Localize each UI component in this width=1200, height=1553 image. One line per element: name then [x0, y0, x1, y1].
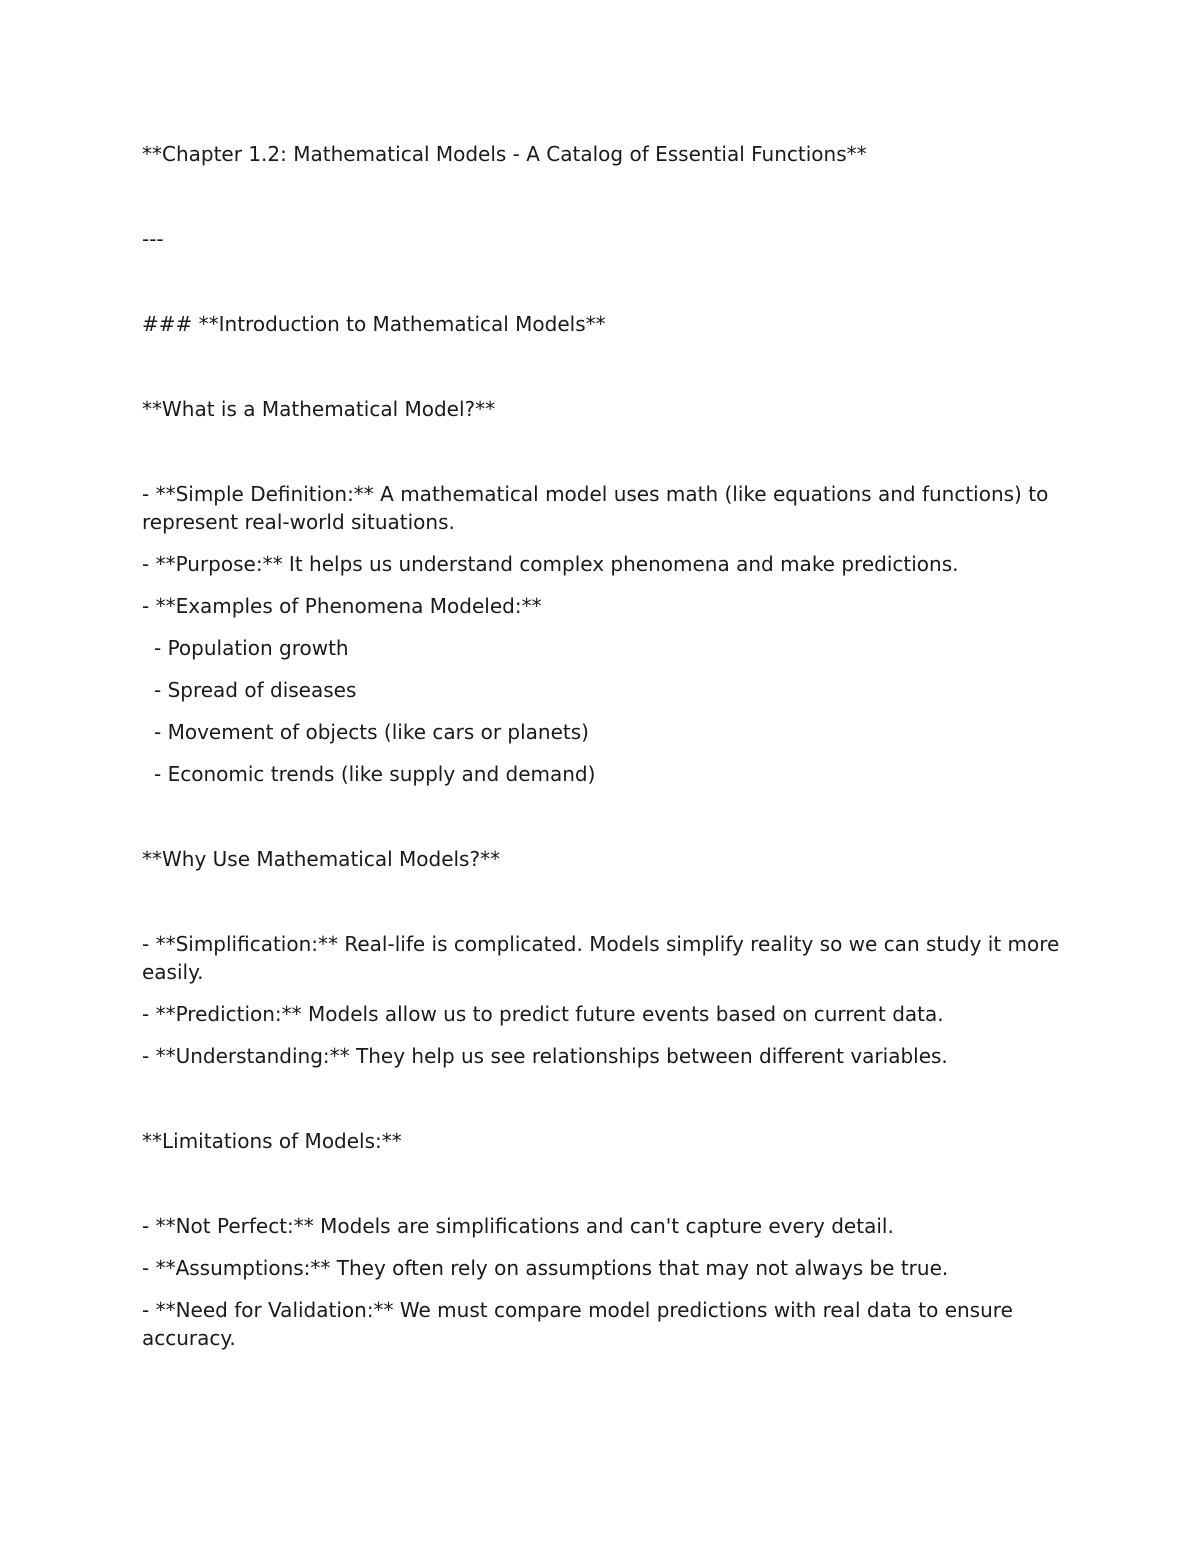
sub-list-item: - Population growth: [154, 636, 349, 660]
sub-list-item: - Movement of objects (like cars or planets): [154, 720, 589, 744]
document-body: [142, 140, 1066, 1366]
list-item: - **Simple Definition:** A mathematical model uses math (like equations and functions) to represent real-world situations.: [142, 482, 1055, 534]
list-item: - **Prediction:** Models allow us to predict future events based on current data.: [142, 1002, 944, 1026]
why-heading: **Why Use Mathematical Models?**: [142, 847, 501, 871]
section-heading: ### **Introduction to Mathematical Models**: [142, 312, 606, 336]
list-item: - **Examples of Phenomena Modeled:**: [142, 594, 542, 618]
limitations-heading: **Limitations of Models:**: [142, 1129, 402, 1153]
list-item: - **Purpose:** It helps us understand complex phenomena and make predictions.: [142, 552, 959, 576]
list-item: - **Need for Validation:** We must compare model predictions with real data to ensure accuracy.: [142, 1298, 1020, 1350]
list-item: - **Understanding:** They help us see relationships between different variables.: [142, 1044, 948, 1068]
separator: ---: [142, 227, 164, 251]
chapter-title: **Chapter 1.2: Mathematical Models - A Catalog of Essential Functions**: [142, 142, 867, 166]
list-item: - **Assumptions:** They often rely on assumptions that may not always be true.: [142, 1256, 949, 1280]
sub-list-item: - Economic trends (like supply and demand): [154, 762, 596, 786]
sub-list-item: - Spread of diseases: [154, 678, 357, 702]
list-item: - **Simplification:** Real-life is complicated. Models simplify reality so we can study it more easily.: [142, 932, 1066, 984]
what-heading: **What is a Mathematical Model?**: [142, 397, 496, 421]
list-item: - **Not Perfect:** Models are simplifications and can't capture every detail.: [142, 1214, 894, 1238]
